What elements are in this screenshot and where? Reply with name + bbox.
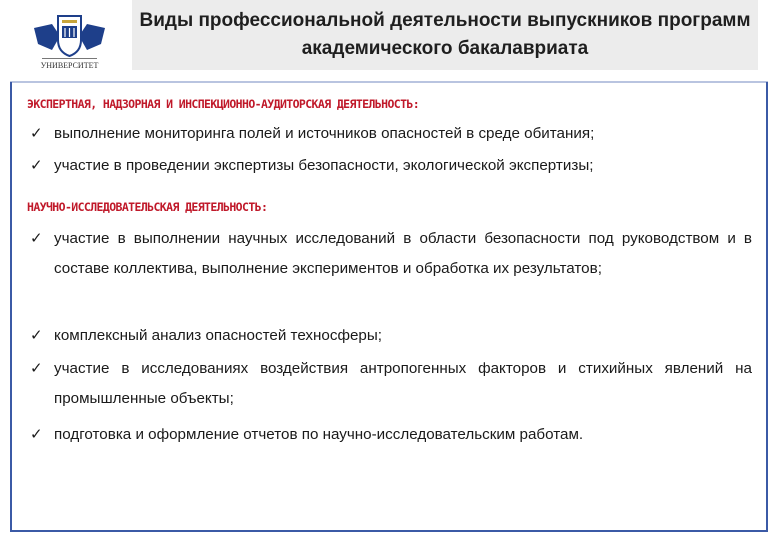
list-item [30, 224, 752, 284]
section-heading-research: НАУЧНО-ИССЛЕДОВАТЕЛЬСКАЯ ДЕЯТЕЛЬНОСТЬ: [27, 200, 268, 214]
checkmark-icon: ✓ [30, 230, 43, 247]
list-item [30, 119, 752, 149]
list-item [30, 321, 752, 351]
slide-title-text: Виды профессиональной деятельности выпускников программ академического бакалавриата [139, 10, 751, 59]
logo-left-wing-icon [34, 24, 60, 50]
list-item-text: участие в выполнении научных исследований в области безопасности под руководством и в составе коллектива, выполнение экспериментов и обработка их результатов; [54, 230, 752, 277]
section-heading-expert: ЭКСПЕРТНАЯ, НАДЗОРНАЯ И ИНСПЕКЦИОННО-АУДИТОРСКАЯ ДЕЯТЕЛЬНОСТЬ: [27, 97, 420, 111]
logo-caption: УНИВЕРСИТЕТ [40, 61, 99, 70]
list-item-text: подготовка и оформление отчетов по научно-исследовательским работам. [54, 426, 584, 443]
checkmark-icon: ✓ [30, 327, 43, 344]
list-item-text: участие в проведении экспертизы безопасности, экологической экспертизы; [54, 157, 594, 174]
list-item [30, 354, 752, 414]
checkmark-icon: ✓ [30, 360, 43, 377]
list-item [30, 151, 752, 181]
checkmark-icon: ✓ [30, 125, 43, 142]
checkmark-icon: ✓ [30, 157, 43, 174]
checkmark-icon: ✓ [30, 426, 43, 443]
logo-right-wing-icon [79, 24, 105, 50]
list-item-text: участие в исследованиях воздействия антропогенных факторов и стихийных явлений на промышленные объекты; [54, 360, 752, 407]
list-item [30, 420, 752, 450]
slide-title [132, 0, 758, 70]
list-item-text: выполнение мониторинга полей и источников опасностей в среде обитания; [54, 125, 595, 142]
university-logo [22, 10, 117, 72]
content-frame [10, 82, 768, 532]
list-item-text: комплексный анализ опасностей техносферы; [54, 327, 382, 344]
